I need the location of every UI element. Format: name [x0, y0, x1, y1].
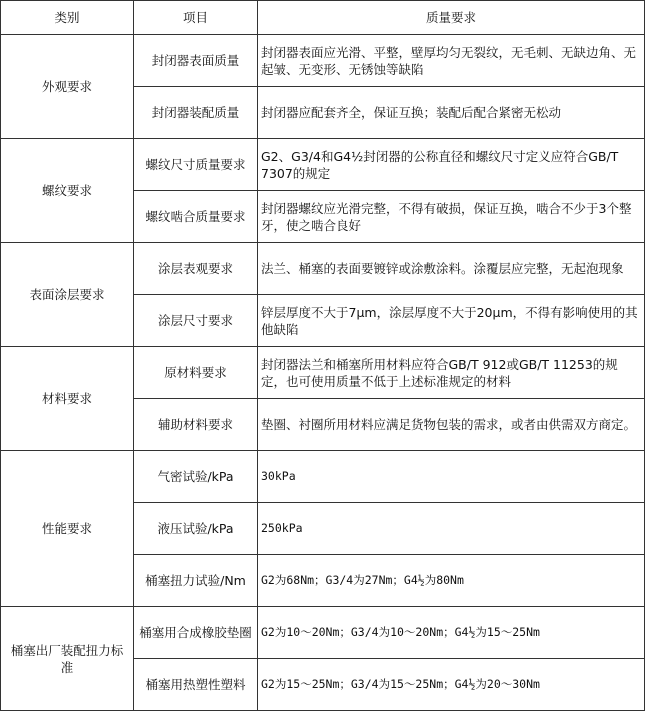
item-cell: 封闭器装配质量 [134, 87, 258, 139]
item-cell: 桶塞用合成橡胶垫圈 [134, 607, 258, 659]
requirement-cell: 封闭器应配套齐全，保证互换；装配后配合紧密无松动 [258, 87, 645, 139]
item-cell: 螺纹啮合质量要求 [134, 191, 258, 243]
requirement-cell: 30kPa [258, 451, 645, 503]
category-cell: 性能要求 [1, 451, 134, 607]
table-row [1, 35, 645, 87]
category-cell: 表面涂层要求 [1, 243, 134, 347]
requirement-cell: 封闭器法兰和桶塞所用材料应符合GB/T 912或GB/T 11253的规定，也可使用质量不低于上述标准规定的材料 [258, 347, 645, 399]
table-row [1, 347, 645, 399]
table-header-row [1, 1, 645, 35]
item-cell: 涂层表观要求 [134, 243, 258, 295]
requirement-cell: 250kPa [258, 503, 645, 555]
requirement-cell: 法兰、桶塞的表面要镀锌或涂敷涂料。涂覆层应完整，无起泡现象 [258, 243, 645, 295]
requirement-cell: G2、G3/4和G4½封闭器的公称直径和螺纹尺寸定义应符合GB/T 7307的规定 [258, 139, 645, 191]
requirement-cell: 封闭器表面应光滑、平整，壁厚均匀无裂纹，无毛刺、无缺边角、无起皱、无变形、无锈蚀等缺陷 [258, 35, 645, 87]
header-requirement: 质量要求 [258, 1, 645, 35]
requirement-cell: 封闭器螺纹应光滑完整，不得有破损，保证互换，啮合不少于3个整牙，使之啮合良好 [258, 191, 645, 243]
item-cell: 辅助材料要求 [134, 399, 258, 451]
item-cell: 螺纹尺寸质量要求 [134, 139, 258, 191]
category-cell: 桶塞出厂装配扭力标准 [1, 607, 134, 711]
category-cell: 外观要求 [1, 35, 134, 139]
table-row [1, 139, 645, 191]
table-row [1, 607, 645, 659]
item-cell: 气密试验/kPa [134, 451, 258, 503]
table-row [1, 451, 645, 503]
requirement-cell: 垫圈、衬圈所用材料应满足货物包装的需求，或者由供需双方商定。 [258, 399, 645, 451]
item-cell: 液压试验/kPa [134, 503, 258, 555]
item-cell: 原材料要求 [134, 347, 258, 399]
header-category: 类别 [1, 1, 134, 35]
requirement-cell: G2为10～20Nm；G3/4为10～20Nm；G4½为15～25Nm [258, 607, 645, 659]
header-item: 项目 [134, 1, 258, 35]
requirement-cell: G2为15～25Nm；G3/4为15～25Nm；G4½为20～30Nm [258, 659, 645, 711]
item-cell: 封闭器表面质量 [134, 35, 258, 87]
item-cell: 桶塞用热塑性塑料 [134, 659, 258, 711]
category-cell: 材料要求 [1, 347, 134, 451]
table-row [1, 243, 645, 295]
requirement-cell: G2为68Nm；G3/4为27Nm；G4½为80Nm [258, 555, 645, 607]
requirement-cell: 锌层厚度不大于7μm，涂层厚度不大于20μm，不得有影响使用的其他缺陷 [258, 295, 645, 347]
item-cell: 涂层尺寸要求 [134, 295, 258, 347]
category-cell: 螺纹要求 [1, 139, 134, 243]
item-cell: 桶塞扭力试验/Nm [134, 555, 258, 607]
